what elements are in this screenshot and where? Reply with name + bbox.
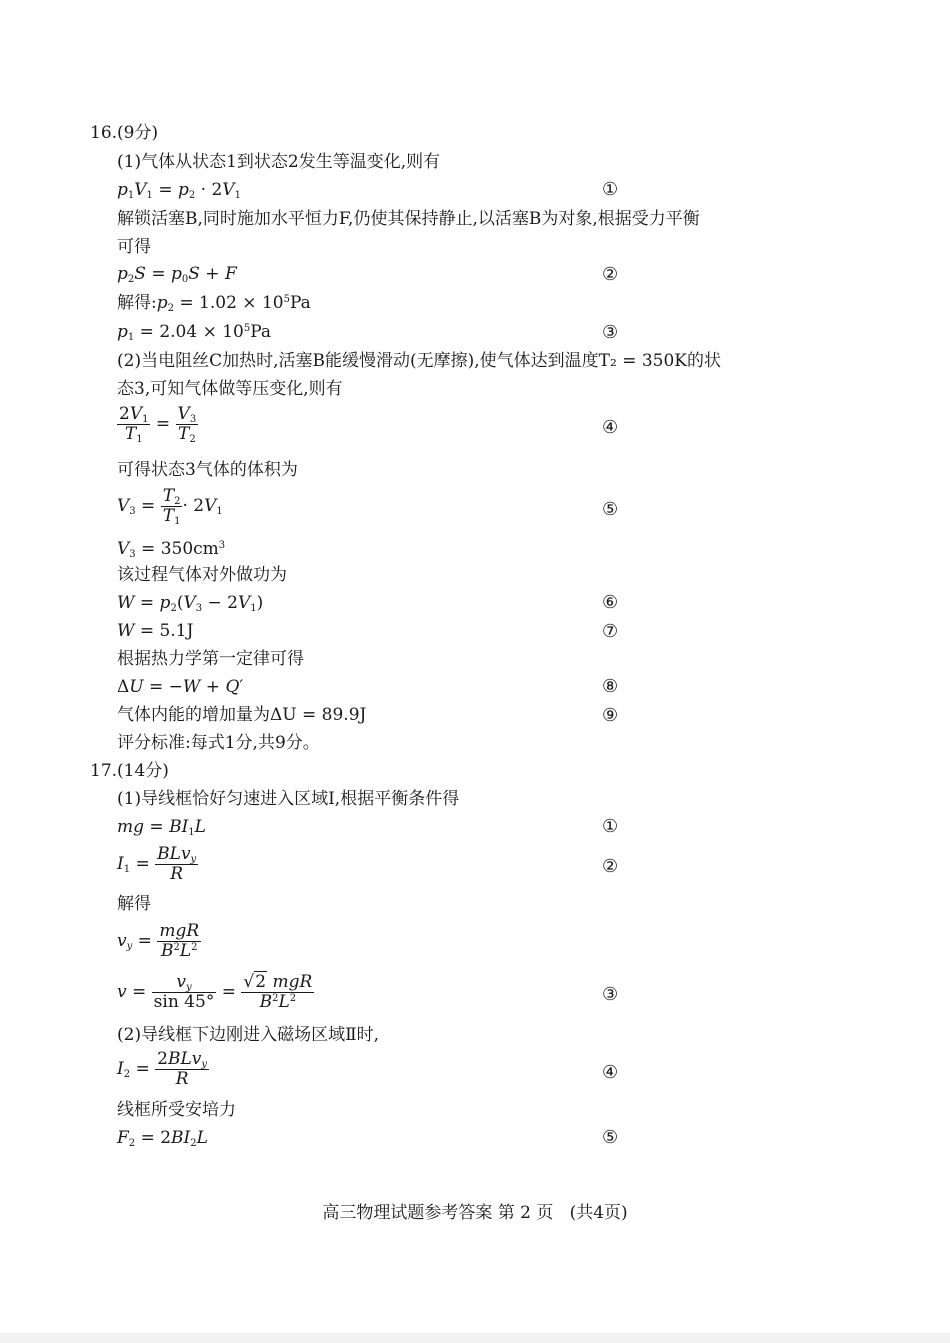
eq-number-5: ⑤ [602, 499, 619, 520]
eq-number-2: ② [602, 264, 619, 285]
eq-force-balance: $p_2S = p_0S + F$ [117, 264, 237, 285]
q17-force-text: 线框所受安培力 [117, 1100, 236, 1120]
eq-current-2: $I_2$ = $\frac{2BLv_y}{R}$ [117, 1049, 208, 1089]
q17-part1-text: (1)导线框恰好匀速进入区域Ⅰ,根据平衡条件得 [117, 789, 460, 809]
eq17-number-1: ① [602, 816, 619, 837]
eq-vy: $v_y$ = $\frac{\text{mgR}}{B^2L^2}$ [117, 921, 200, 961]
eq17-number-3: ③ [602, 984, 619, 1005]
eq-isobaric: $\frac{2V_1}{T_1}$ = $\frac{V_3}{T_2}$ [119, 404, 197, 445]
q16-score-text: 评分标准:每式1分,共9分。 [117, 733, 320, 753]
eq-work: $W = p_2(V_3 - 2V_1)$ [117, 593, 264, 614]
eq-number-1: ① [602, 179, 619, 200]
eq17-number-2: ② [602, 856, 619, 877]
scan-edge [0, 1333, 950, 1343]
eq-p2-result: 解得$:p_2 = 1.02 \times 10^5Pa$ [117, 293, 311, 314]
eq-number-3: ③ [602, 322, 619, 343]
q17-part2-text: (2)导线框下边刚进入磁场区域Ⅱ时, [117, 1025, 380, 1045]
q16-law-text: 根据热力学第一定律可得 [117, 649, 304, 669]
eq-number-4: ④ [602, 417, 619, 438]
eq-ampere-force: $F_2 = 2BI_2L$ [117, 1128, 208, 1149]
eq17-number-4: ④ [602, 1062, 619, 1083]
q16-title: 16.(9分) [90, 123, 159, 143]
eq-current-1: $I_1$ = $\frac{BLv_y}{R}$ [117, 844, 197, 884]
eq-v: v = $\frac{v_y}{\sin 45^\circ}$ = $\frac{\text{√2 mgR}}{B^2L^2}$ [117, 972, 313, 1012]
eq-isothermal: $p_1V_1 = p_2 \cdot 2V_1$ [117, 180, 241, 201]
q16-unlock-text-cont: 可得 [117, 237, 151, 257]
eq-v3: $V_3$ = $\frac{T_2}{T_1}$ · $2V_1$ [117, 486, 223, 527]
q16-v3-text: 可得状态3气体的体积为 [117, 460, 298, 480]
eq-first-law: ΔU = −W + Q′ [117, 677, 244, 697]
eq-number-6: ⑥ [602, 592, 619, 613]
q16-part2-text-cont: 态3,可知气体做等压变化,则有 [117, 379, 343, 399]
eq-v3-value: $V_3 = 350cm^3$ [117, 539, 226, 560]
q17-jie-text: 解得 [117, 894, 151, 914]
q17-title: 17.(14分) [90, 761, 169, 781]
page-footer: 高三物理试题参考答案 第 2 页 (共4页) [322, 1203, 628, 1223]
jie-label: 解得: [117, 293, 157, 313]
eq-number-8: ⑧ [602, 676, 619, 697]
eq17-number-5: ⑤ [602, 1127, 619, 1148]
q16-du-text: 气体内能的增加量为ΔU = 89.9J [117, 705, 367, 725]
q16-unlock-text: 解锁活塞B,同时施加水平恒力F,仍使其保持静止,以活塞B为对象,根据受力平衡 [117, 209, 700, 229]
q16-part2-text: (2)当电阻丝C加热时,活塞B能缓慢滑动(无摩擦),使气体达到温度T₂ = 350K的状 [117, 351, 722, 371]
eq-number-9: ⑨ [602, 705, 619, 726]
q16-part1-text: (1)气体从状态1到状态2发生等温变化,则有 [117, 152, 441, 172]
eq-work-value: W = 5.1J [117, 621, 194, 641]
eq-number-7: ⑦ [602, 621, 619, 642]
q16-work-text: 该过程气体对外做功为 [117, 565, 287, 585]
eq-balance: mg = $BI_1L$ [117, 817, 206, 838]
eq-p1-result: $p_1 = 2.04 \times 10^5Pa$ [117, 322, 272, 343]
